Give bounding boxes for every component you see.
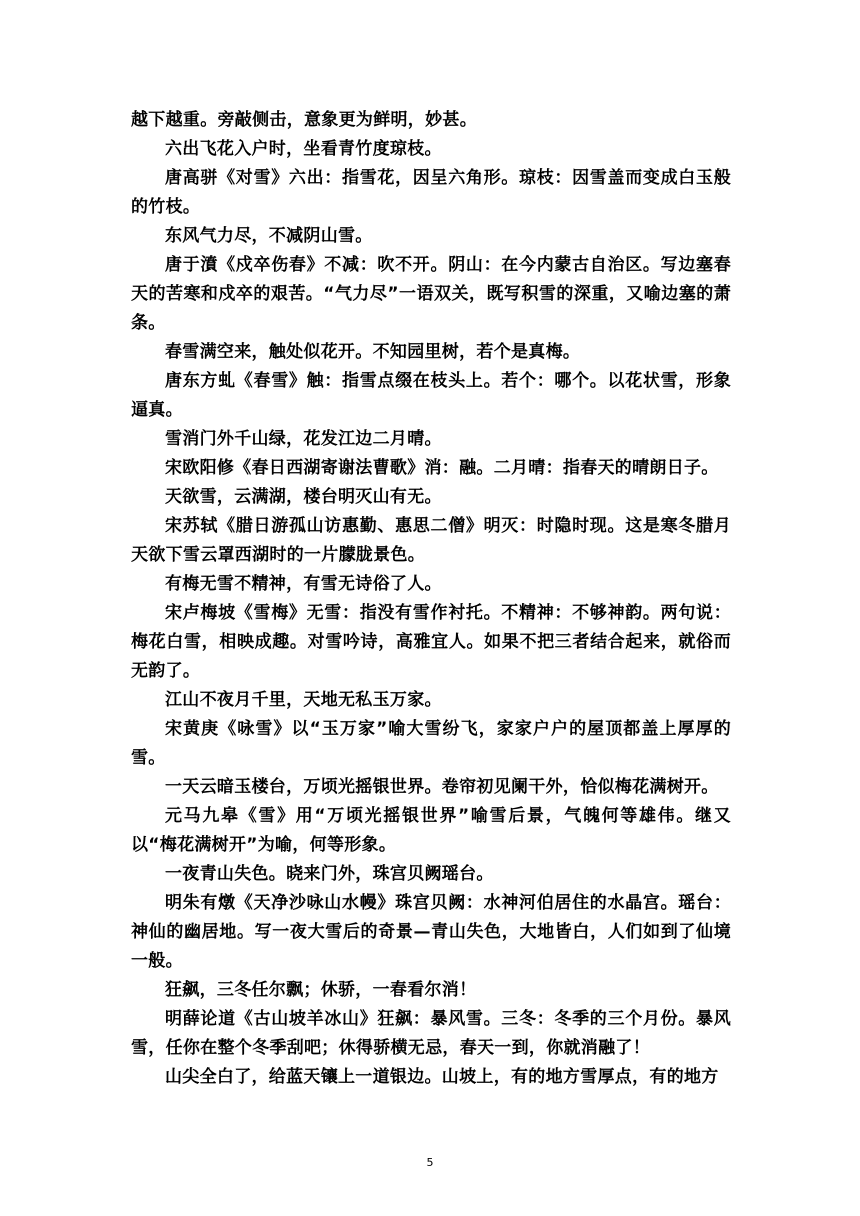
- paragraph-12: 有梅无雪不精神，有雪无诗俗了人。: [165, 574, 442, 594]
- paragraph-2: 六出飞花入户时，坐看青竹度琼枝。: [165, 139, 442, 159]
- paragraph-11: 宋苏轼《腊日游孤山访惠勤、惠思二僧》明灭：时隐时现。这是寒冬腊月天欲下雪云罩西湖时的一片朦胧景色。: [131, 516, 731, 565]
- paragraph-13: 宋卢梅坡《雪梅》无雪：指没有雪作衬托。不精神：不够神韵。两句说：梅花白雪，相映成趣。对雪吟诗，高雅宜人。如果不把三者结合起来，就俗而无韵了。: [131, 603, 731, 681]
- paragraph-7: 唐东方虬《春雪》触：指雪点缀在枝头上。若个：哪个。以花状雪，形象逼真。: [131, 371, 731, 420]
- paragraph-6: 春雪满空来，触处似花开。不知园里树，若个是真梅。: [165, 342, 581, 362]
- paragraph-18: 一夜青山失色。晓来门外，珠宫贝阙瑶台。: [165, 864, 494, 884]
- paragraph-8: 雪消门外千山绿，花发江边二月晴。: [165, 429, 442, 449]
- paragraph-10: 天欲雪，云满湖，楼台明灭山有无。: [165, 487, 442, 507]
- paragraph-20: 狂飙，三冬任尔飘；休骄，一春看尔消！: [165, 980, 477, 1000]
- paragraph-5: 唐于濆《戍卒伤春》不减：吹不开。阴山：在今内蒙古自治区。写边塞春天的苦寒和戍卒的艰苦。“气力尽”一语双关，既写积雪的深重，又喻边塞的萧条。: [131, 255, 731, 333]
- document-body: [131, 106, 731, 1092]
- paragraph-19: 明朱有燉《天净沙咏山水幔》珠宫贝阙：水神河伯居住的水晶宫。瑶台：神仙的幽居地。写一夜大雪后的奇景—青山失色，大地皆白，人们如到了仙境一般。: [131, 893, 731, 971]
- paragraph-14: 江山不夜月千里，天地无私玉万家。: [165, 690, 442, 710]
- paragraph-21: 明薛论道《古山坡羊冰山》狂飙：暴风雪。三冬：冬季的三个月份。暴风雪，任你在整个冬季刮吧；休得骄横无忌，春天一到，你就消融了！: [131, 1009, 731, 1058]
- page-number: 5: [426, 1156, 434, 1169]
- paragraph-4: 东风气力尽，不减阴山雪。: [165, 226, 373, 246]
- paragraph-22: 山尖全白了，给蓝天镶上一道银边。山坡上，有的地方雪厚点，有的地方: [165, 1067, 719, 1087]
- paragraph-16: 一天云暗玉楼台，万顷光摇银世界。卷帘初见阑干外，恰似梅花满树开。: [165, 777, 719, 797]
- paragraph-17: 元马九皋《雪》用“万顷光摇银世界”喻雪后景，气魄何等雄伟。继又以“梅花满树开”为喻，何等形象。: [131, 806, 731, 855]
- paragraph-15: 宋黄庚《咏雪》以“玉万家”喻大雪纷飞，家家户户的屋顶都盖上厚厚的雪。: [131, 719, 731, 768]
- paragraph-3: 唐高骈《对雪》六出：指雪花，因呈六角形。琼枝：因雪盖而变成白玉般的竹枝。: [131, 168, 731, 217]
- paragraph-9: 宋欧阳修《春日西湖寄谢法曹歌》消：融。二月晴：指春天的晴朗日子。: [165, 458, 719, 478]
- paragraph-1: 越下越重。旁敲侧击，意象更为鲜明，妙甚。: [131, 110, 477, 130]
